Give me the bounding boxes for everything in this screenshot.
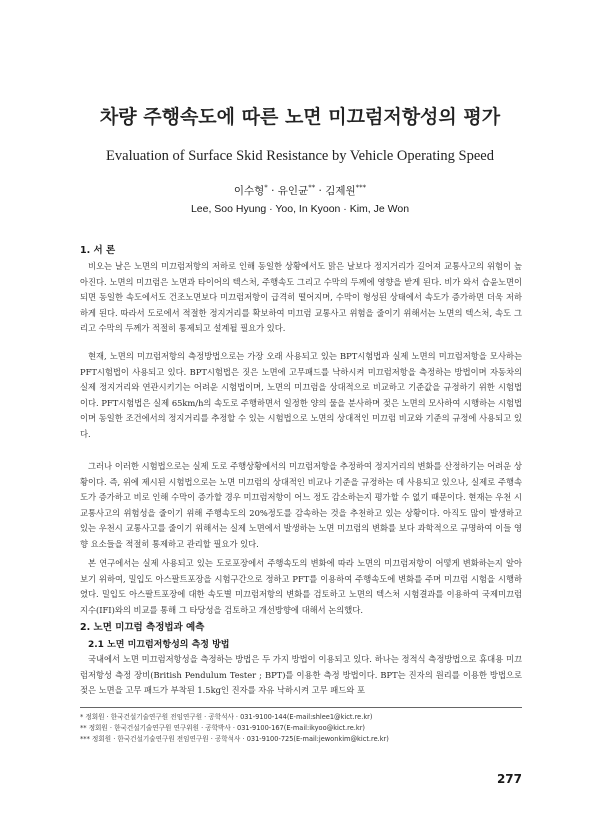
author-separator: · xyxy=(267,185,278,197)
section-1-paragraph: 그러나 이러한 시험법으로는 실제 도로 주행상황에서의 미끄럼저항을 추정하여 정지거리의 변화를 산정하기는 어려운 상황이다. 즉, 위에 제시된 시험법으로는 노면 미끄럼의 상대적인 비교나 기준을 규정하는 데 사용되고 있으나, 실제로 주행속도가 증가하고 비로 인해 수막이 증가할 경우 미끄럼저항이 어느 정도 감소하는지 평가할 수 없기 때문이다. 현재는 우천 시 교통사고의 위험성을 줄이기 위해 주행속도의 20%정도를 감속하는 것을 추천하고 있는 상황이다. 아직도 많이 발생하고 있는 우천시 교통사고를 줄이기 위해서는 실제 노면에서 발생하는 노면 미끄럼의 변화를 보다 과학적으로 규명하여 이들 영향 요소들을 적절히 통제하고 관리할 필요가 있다. xyxy=(80,461,522,549)
section-1-paragraph: 본 연구에서는 실제 사용되고 있는 도로포장에서 주행속도의 변화에 따라 노면의 미끄럼저항이 어떻게 변화하는지 알아보기 위하여, 밀입도 아스팔트포장을 시험구간으로 정하고 PFT를 이용하여 주행속도에 변화를 주며 미끄럼 시험을 시행하였다. 밀입도 아스팔트포장에 대한 속도별 미끄럼저항의 변화를 검토하고 노면의 텍스처 시험결과를 이용하여 국제미끄럼지수(IFI)와의 비교를 통해 그 타당성을 검토하고 개선방향에 대해서 논의했다. xyxy=(80,558,522,615)
author-footnotes xyxy=(80,707,522,745)
authors-english: Lee, Soo Hyung · Yoo, In Kyoon · Kim, Je Won xyxy=(190,203,410,215)
section-1-paragraph: 비오는 날은 노면의 미끄럼저항의 저하로 인해 동일한 상황에서도 맑은 날보다 정지거리가 길어져 교통사고의 위험이 높아진다. 노면의 미끄럼은 노면과 타이어의 텍스처, 주행속도 그리고 수막의 두께에 영향을 받게 된다. 비가 와서 습윤노면이 되면 동일한 속도에서도 건조노면보다 미끄럼저항이 급격히 떨어지며, 수막이 형성된 상태에서 속도가 증가하면 더욱 저하하게 된다. 따라서 도로에서 적절한 정지거리를 확보하여 미끄럼 교통사고 위험을 줄이기 위해서는 노면의 텍스처, 속도 그리고 수막의 두께가 적절히 통제되고 설계될 필요가 있다. xyxy=(80,261,522,334)
author-1-mark: * xyxy=(264,183,268,192)
section-1-heading: 1. 서 론 xyxy=(80,245,116,256)
author-2: 유인균 xyxy=(277,185,309,197)
author-3-mark: *** xyxy=(355,183,367,192)
section-2-1-subheading: 2.1 노면 미끄럼저항성의 측정 방법 xyxy=(88,640,230,650)
author-1: 이수형 xyxy=(233,185,265,197)
author-2-mark: ** xyxy=(308,183,316,192)
section-1-paragraph: 현재, 노면의 미끄럼저항의 측정방법으로는 가장 오래 사용되고 있는 BPT시험법과 실제 노면의 미끄럼저항을 모사하는 PFT시험법이 사용되고 있다. BPT시험법은 짓은 노면에 고무패드를 낙하시켜 미끄럼저항을 측정하는 방법이며 자동차의 실제 정지거리와 연관시키기는 어려운 시험법이며, 노면의 미끄럼을 상대적으로 비교하고 기준값을 규정하기 위한 시험법이다. PFT시험법은 실제 65km/h의 속도로 주행하면서 일정한 양의 물을 분사하며 젖은 노면의 모사하여 시행하는 시험법이며 동일한 조건에서의 정지거리를 추정할 수 있는 시험법으로 노면의 상대적인 미끄럼 비교와 기준의 규정에 사용되고 있다. xyxy=(80,351,522,439)
paper-title-korean: 차량 주행속도에 따른 노면 미끄럼저항성의 평가 xyxy=(99,106,501,128)
paper-title-english: Evaluation of Surface Skid Resistance by Vehicle Operating Speed xyxy=(106,148,494,164)
section-2-paragraph: 국내에서 노면 미끄럼저항성을 측정하는 방법은 두 가지 방법이 이용되고 있다. 하나는 정적식 측정방법으로 휴대용 미끄럼저항성 측정 장비(British Pendulum Tester ; BPT)를 이용한 측정 방법이다. BPT는 진자의 원리를 이용한 방법으로 젖은 노면을 고무 패드가 부착된 1.5kg인 진자를 자유 낙하시켜 고무 패드와 포 xyxy=(80,654,522,696)
footnote: *** 정회원 · 한국건설기술연구원 전임연구원 · 공학석사 · 031-9100-725(E-mail:jewonkim@kict.re.kr) xyxy=(80,735,389,743)
footnote: * 정회원 · 한국건설기술연구원 전임연구원 · 공학석사 · 031-9100-144(E-mail:shlee1@kict.re.kr) xyxy=(80,713,373,721)
author-3: 김제원 xyxy=(325,185,356,197)
footnote: ** 정회원 · 한국건설기술연구원 연구위원 · 공학박사 · 031-9100-167(E-mail:ikyoo@kict.re.kr) xyxy=(80,724,365,732)
author-separator: · xyxy=(315,185,326,197)
authors-korean xyxy=(0,183,600,198)
section-2-heading: 2. 노면 미끄럼 측정법과 예측 xyxy=(80,622,205,633)
page-number: 277 xyxy=(496,772,522,786)
